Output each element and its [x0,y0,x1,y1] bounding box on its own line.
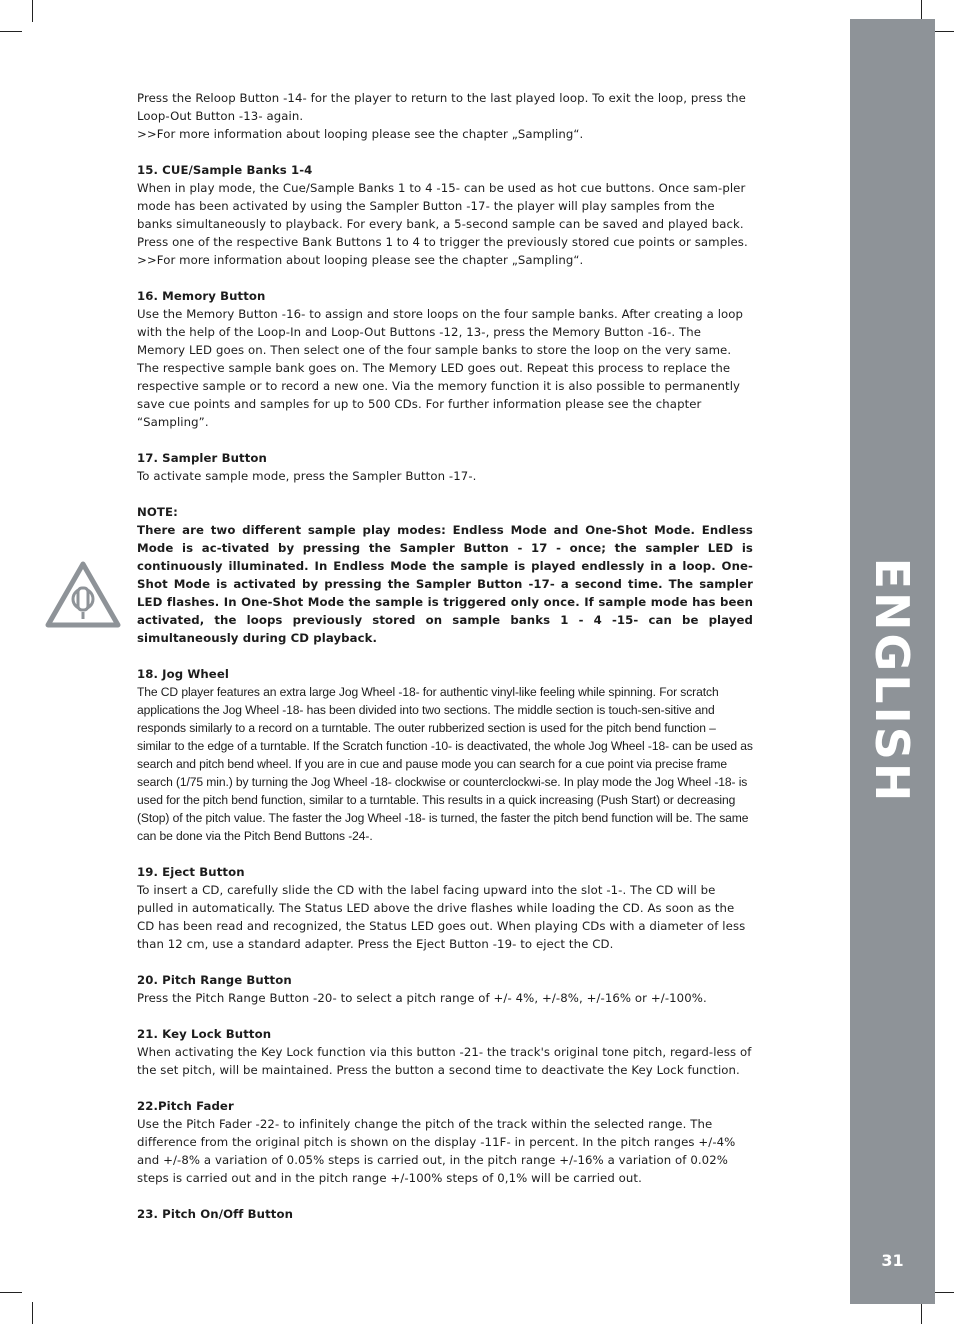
warning-triangle-icon [45,561,121,629]
section-heading: 15. CUE/Sample Banks 1-4 [137,163,313,177]
section-cue-sample-banks [137,161,753,269]
crop-mark [32,0,33,22]
language-label: ENGLISH [865,557,919,805]
crop-mark [0,31,22,32]
section-heading: 17. Sampler Button [137,451,267,465]
intro-reference: >>For more information about looping please see the chapter „Sampling“. [137,127,584,141]
section-heading: 16. Memory Button [137,289,266,303]
section-pitch-fader [137,1097,753,1187]
language-tab [850,19,935,1304]
section-pitch-on-off-button [137,1205,753,1223]
section-eject-button [137,863,753,953]
section-heading: 22.Pitch Fader [137,1099,234,1113]
section-heading: 21. Key Lock Button [137,1027,272,1041]
intro-text: Press the Reloop Button -14- for the player to return to the last played loop. To exit the loop, press the Loop-Out Button -13- again. [137,91,746,123]
crop-mark [932,1292,954,1293]
crop-mark [32,1302,33,1324]
section-body: Use the Memory Button -16- to assign and store loops on the four sample banks. After creating a loop with the help of the Loop-In and Loop-Out Buttons -12, 13-, press the Memory Button -16-. The Memory LED goes on. Then select one of the four sample banks to store the loop on the very same. The respective sample bank goes on. The Memory LED goes out. Repeat this process to replace the respective sample or to record a new one. Via the memory function it is also possible to permanently save cue points and samples for up to 500 CDs. For further information please see the chapter “Sampling”. [137,307,744,429]
section-body: When in play mode, the Cue/Sample Banks 1 to 4 -15- can be used as hot cue buttons. Once sam-pler mode has been activated by using the Sampler Button -17- the player will play samples from the banks simultaneously to playback. For every bank, a 5-second sample can be saved and played back. Press one of the respective Bank Buttons 1 to 4 to trigger the previously stored cue points or samples. [137,181,748,249]
section-key-lock-button [137,1025,753,1079]
language-sidebar [850,19,935,1304]
page-number: 31 [881,1251,904,1270]
section-heading: 18. Jog Wheel [137,667,229,681]
note-block [137,503,753,647]
section-pitch-range-button [137,971,753,1007]
section-heading: 20. Pitch Range Button [137,973,292,987]
section-body: When activating the Key Lock function via this button -21- the track's original tone pitch, regard-less of the set pitch, will be maintained. Press the button a second time to deactivate the Key Lock function. [137,1045,752,1077]
note-heading: NOTE: [137,505,178,519]
manual-content [137,89,753,1241]
section-heading: 19. Eject Button [137,865,245,879]
crop-mark [0,1292,22,1293]
section-body: The CD player features an extra large Jog Wheel -18- for authentic vinyl-like feeling while spinning. For scratch applications the Jog Wheel -18- has been divided into two sections. The middle section is touch-sen-sitive and responds similarly to a record on a turntable. The outer rubberized section is used for the pitch bend function – similar to the edge of a turntable. If the Scratch function -10- is deactivated, the whole Jog Wheel -18- can be used as search and pitch bend wheel. If you are in cue and pause mode you can search for a cue point via precise frame search (1/75 min.) by turning the Jog Wheel -18- clockwise or counterclockwi-se. In play mode the Jog Wheel -18- is used for the pitch bend function, similar to a turntable. This results in a quick increasing (Push Start) or decreasing (Stop) of the pitch value. The faster the Jog Wheel -18- is turned, the faster the pitch bend function will be. The same can be done via the Pitch Bend Buttons -24-. [137,685,753,843]
intro-block [137,89,753,143]
section-body: To activate sample mode, press the Sampler Button -17-. [137,469,477,483]
section-heading: 23. Pitch On/Off Button [137,1207,294,1221]
note-body: There are two different sample play modes: Endless Mode and One-Shot Mode. Endless Mode is ac-tivated by pressing the Sampler Button - 17 - once; the sampler LED is continuously illuminated. In Endless Mode the sample is played endlessly in a loop. One-Shot Mode is activated by pressing the Sampler Button -17- a second time. The sampler LED flashes. In One-Shot Mode the sample is triggered only once. If sample mode has been activated, the loops previously stored on sample banks 1 - 4 -15- can be played simultaneously during CD playback. [137,523,753,645]
section-body: To insert a CD, carefully slide the CD with the label facing upward into the slot -1-. The CD will be pulled in automatically. The Status LED above the drive flashes while loading the CD. As soon as the CD has been read and recognized, the Status LED goes out. When playing CDs with a diameter of less than 12 cm, use a standard adapter. Press the Eject Button -19- to eject the CD. [137,883,746,951]
section-jog-wheel [137,665,753,845]
crop-mark [921,1302,922,1324]
section-memory-button [137,287,753,431]
section-body: Use the Pitch Fader -22- to infinitely change the pitch of the track within the selected range. The difference from the original pitch is shown on the display -11F- in percent. In the pitch ranges +/-4% and +/-8% a variation of 0.05% steps is carried out, in the pitch range +/-16% a variation of 0.02% steps is carried out and in the pitch range +/-100% steps of 0,1% will be carried out. [137,1117,736,1185]
section-body: Press the Pitch Range Button -20- to select a pitch range of +/- 4%, +/-8%, +/-16% or +/-100%. [137,991,707,1005]
section-sampler-button [137,449,753,485]
section-reference: >>For more information about looping please see the chapter „Sampling“. [137,253,584,267]
crop-mark [932,31,954,32]
